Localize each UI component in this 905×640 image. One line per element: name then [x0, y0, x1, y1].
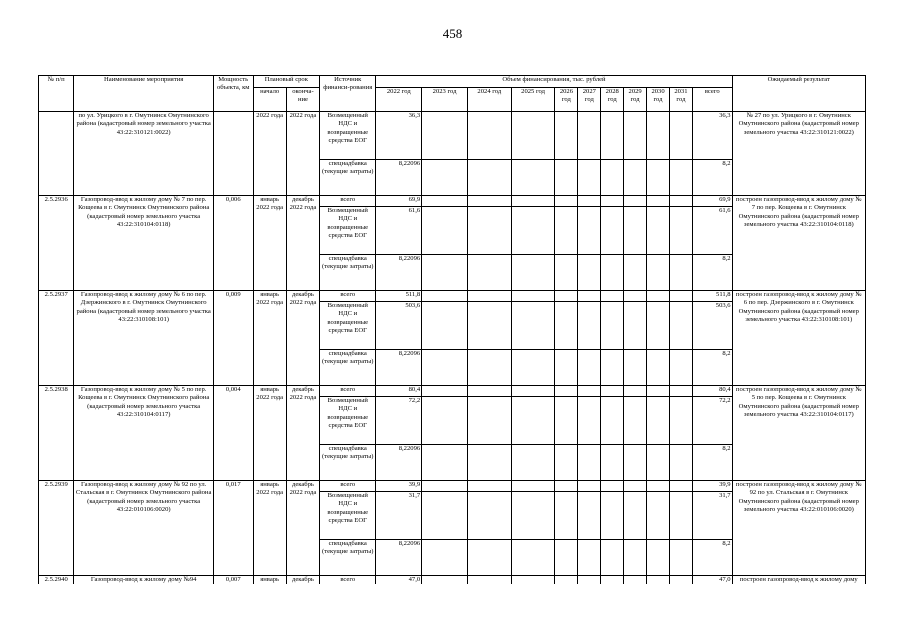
value-empty [422, 492, 468, 540]
value-empty [624, 291, 647, 302]
header-name: Наименование мероприятия [74, 76, 214, 112]
financing-table [38, 75, 866, 587]
value-empty [601, 397, 624, 445]
value-empty [624, 207, 647, 255]
value-empty [601, 196, 624, 207]
value-total: 8,2 [692, 160, 732, 196]
value-empty [669, 397, 692, 445]
value-empty [647, 540, 670, 576]
value-empty [647, 492, 670, 540]
header-year: 2026 год [555, 88, 578, 112]
header-power: Мощность объекта, км [213, 76, 253, 112]
value-empty [669, 445, 692, 481]
value-2022: 511,8 [376, 291, 422, 302]
value-total: 69,9 [692, 196, 732, 207]
value-2022: 8,22096 [376, 350, 422, 386]
value-empty [647, 112, 670, 160]
value-empty [601, 481, 624, 492]
value-total: 39,9 [692, 481, 732, 492]
value-empty [467, 386, 511, 397]
value-empty [601, 492, 624, 540]
value-total: 8,2 [692, 540, 732, 576]
value-empty [555, 160, 578, 196]
header-end: оконча-ние [286, 88, 319, 112]
value-empty [578, 481, 601, 492]
table-row [39, 112, 866, 160]
value-empty [647, 291, 670, 302]
value-empty [669, 492, 692, 540]
value-total: 47,0 [692, 576, 732, 587]
term-start: январь 2022 года [253, 196, 286, 291]
funding-source: Возмещенный НДС и возвращенные средства ЕОГ [320, 112, 376, 160]
header-year: 2022 год [376, 88, 422, 112]
value-empty [511, 196, 555, 207]
value-2022: 503,6 [376, 302, 422, 350]
value-empty [467, 112, 511, 160]
value-empty [511, 386, 555, 397]
value-empty [511, 112, 555, 160]
value-empty [511, 481, 555, 492]
table-row [39, 291, 866, 302]
term-end: декабрь 2022 года [286, 291, 319, 386]
header-year: 2029 год [624, 88, 647, 112]
funding-source: Возмещенный НДС и возвращенные средства ЕОГ [320, 207, 376, 255]
header-year: 2025 год [511, 88, 555, 112]
value-empty [601, 386, 624, 397]
value-empty [467, 445, 511, 481]
object-power: 0,007 [213, 576, 253, 587]
header-year: 2024 год [467, 88, 511, 112]
value-empty [467, 196, 511, 207]
value-total: 8,2 [692, 255, 732, 291]
term-start: январь [253, 576, 286, 587]
value-empty [511, 397, 555, 445]
term-start: январь 2022 года [253, 481, 286, 576]
value-empty [422, 255, 468, 291]
event-name: Газопровод-ввод к жилому дому № 7 по пер. Кощеева в г. Омутнинск Омутнинского района (кадастровый номер земельного участка 43:22:310104:0118) [74, 196, 214, 291]
value-empty [578, 445, 601, 481]
funding-source: спецнадбавка (текущие затраты) [320, 350, 376, 386]
header-result: Ожидаемый результат [732, 76, 865, 112]
value-empty [467, 255, 511, 291]
value-empty [669, 481, 692, 492]
value-empty [647, 481, 670, 492]
value-total: 80,4 [692, 386, 732, 397]
value-empty [669, 540, 692, 576]
value-empty [422, 350, 468, 386]
value-empty [669, 291, 692, 302]
value-total: 503,6 [692, 302, 732, 350]
value-empty [422, 397, 468, 445]
header-year: 2031 год [669, 88, 692, 112]
value-empty [647, 302, 670, 350]
value-empty [511, 540, 555, 576]
object-power: 0,017 [213, 481, 253, 576]
value-empty [422, 112, 468, 160]
expected-result: построен газопровод-ввод к жилому дому № 6 по пер. Дзержинского в г. Омутнинск Омутнинского района (кадастровый номер земельного участка 43:22:310108:101) [732, 291, 865, 386]
value-empty [511, 207, 555, 255]
event-name: по ул. Урицкого в г. Омутнинск Омутнинского района (кадастровый номер земельного участка 43:22:310121:0022) [74, 112, 214, 196]
value-total: 72,2 [692, 397, 732, 445]
page-bottom-margin [0, 584, 905, 640]
funding-source: всего [320, 386, 376, 397]
value-empty [669, 207, 692, 255]
term-end: декабрь [286, 576, 319, 587]
value-total: 31,7 [692, 492, 732, 540]
header-term: Плановый срок [253, 76, 320, 88]
value-empty [555, 540, 578, 576]
value-empty [669, 302, 692, 350]
value-2022: 8,22096 [376, 445, 422, 481]
value-empty [467, 291, 511, 302]
row-number: 2.5.2939 [39, 481, 74, 576]
header-num: № п/п [39, 76, 74, 112]
value-empty [555, 207, 578, 255]
value-empty [669, 196, 692, 207]
value-empty [467, 481, 511, 492]
value-2022: 36,3 [376, 112, 422, 160]
value-empty [511, 160, 555, 196]
value-empty [578, 196, 601, 207]
value-empty [647, 255, 670, 291]
value-empty [601, 160, 624, 196]
value-empty [555, 397, 578, 445]
header-total: всего [692, 88, 732, 112]
header-source: Источник финанси-рования [320, 76, 376, 112]
row-number: 2.5.2940 [39, 576, 74, 587]
value-empty [467, 160, 511, 196]
value-empty [422, 160, 468, 196]
value-empty [555, 481, 578, 492]
value-empty [624, 302, 647, 350]
value-empty [578, 112, 601, 160]
value-empty [578, 160, 601, 196]
value-empty [624, 112, 647, 160]
value-empty [624, 160, 647, 196]
row-number [39, 112, 74, 196]
event-name: Газопровод-ввод к жилому дому №94 [74, 576, 214, 587]
value-empty [555, 255, 578, 291]
object-power: 0,004 [213, 386, 253, 481]
expected-result: построен газопровод-ввод к жилому дому № 92 по ул. Стальская в г. Омутнинск Омутнинского района (кадастровый номер земельного участка 43:22:010106:0020) [732, 481, 865, 576]
value-empty [601, 207, 624, 255]
value-2022: 8,22096 [376, 255, 422, 291]
value-empty [467, 302, 511, 350]
object-power [213, 112, 253, 196]
value-empty [624, 196, 647, 207]
header-year: 2028 год [601, 88, 624, 112]
value-2022: 61,6 [376, 207, 422, 255]
table-row [39, 196, 866, 207]
value-empty [511, 445, 555, 481]
value-empty [578, 302, 601, 350]
value-empty [422, 445, 468, 481]
value-empty [669, 255, 692, 291]
object-power: 0,006 [213, 196, 253, 291]
value-empty [422, 540, 468, 576]
table-row [39, 386, 866, 397]
value-empty [647, 445, 670, 481]
value-empty [555, 112, 578, 160]
value-empty [511, 302, 555, 350]
row-number: 2.5.2936 [39, 196, 74, 291]
value-empty [555, 386, 578, 397]
page-number: 458 [442, 26, 463, 41]
value-empty [647, 196, 670, 207]
value-empty [669, 112, 692, 160]
term-end: декабрь 2022 года [286, 386, 319, 481]
value-empty [555, 291, 578, 302]
funding-source: всего [320, 576, 376, 587]
value-empty [669, 350, 692, 386]
value-empty [578, 255, 601, 291]
table-row [39, 481, 866, 492]
value-empty [578, 207, 601, 255]
funding-source: всего [320, 481, 376, 492]
event-name: Газопровод-ввод к жилому дому № 92 по ул. Стальская в г. Омутнинск Омутнинского района (кадастровый номер земельного участка 43:22:010106:0020) [74, 481, 214, 576]
value-empty [578, 291, 601, 302]
term-start: январь 2022 года [253, 291, 286, 386]
event-name: Газопровод-ввод к жилому дому № 5 по пер. Кощеева в г. Омутнинск Омутнинского района (кадастровый номер земельного участка 43:22:310104:0117) [74, 386, 214, 481]
value-empty [647, 386, 670, 397]
value-empty [578, 386, 601, 397]
value-empty [467, 350, 511, 386]
value-empty [647, 207, 670, 255]
value-total: 36,3 [692, 112, 732, 160]
funding-source: Возмещенный НДС и возвращенные средства ЕОГ [320, 397, 376, 445]
table-header [39, 76, 866, 112]
value-empty [624, 445, 647, 481]
value-empty [467, 207, 511, 255]
value-empty [511, 492, 555, 540]
table-body [39, 112, 866, 587]
term-end: декабрь 2022 года [286, 196, 319, 291]
value-empty [647, 397, 670, 445]
value-empty [624, 481, 647, 492]
expected-result: построен газопровод-ввод к жилому дому [732, 576, 865, 587]
funding-source: Возмещенный НДС и возвращенные средства ЕОГ [320, 302, 376, 350]
value-empty [647, 350, 670, 386]
value-empty [555, 302, 578, 350]
expected-result: № 27 по ул. Урицкого в г. Омутнинск Омутнинского района (кадастровый номер земельного участка 43:22:310121:0022) [732, 112, 865, 196]
value-empty [624, 350, 647, 386]
value-empty [467, 540, 511, 576]
funding-source: всего [320, 291, 376, 302]
value-total: 8,2 [692, 445, 732, 481]
term-start: 2022 года [253, 112, 286, 196]
value-2022: 39,9 [376, 481, 422, 492]
value-empty [601, 350, 624, 386]
value-empty [422, 207, 468, 255]
funding-source: всего [320, 196, 376, 207]
header-year: 2027 год [578, 88, 601, 112]
value-total: 61,6 [692, 207, 732, 255]
expected-result: построен газопровод-ввод к жилому дому № 5 по пер. Кощеева в г. Омутнинск Омутнинского района (кадастровый номер земельного участка 43:22:310104:0117) [732, 386, 865, 481]
header-start: начало [253, 88, 286, 112]
header-year: 2023 год [422, 88, 468, 112]
value-empty [555, 445, 578, 481]
value-empty [578, 540, 601, 576]
value-2022: 72,2 [376, 397, 422, 445]
row-number: 2.5.2937 [39, 291, 74, 386]
row-number: 2.5.2938 [39, 386, 74, 481]
funding-source: спецнадбавка (текущие затраты) [320, 255, 376, 291]
value-empty [511, 291, 555, 302]
value-empty [511, 255, 555, 291]
value-empty [624, 255, 647, 291]
value-empty [422, 196, 468, 207]
value-empty [601, 112, 624, 160]
value-empty [601, 540, 624, 576]
term-start: январь 2022 года [253, 386, 286, 481]
funding-source: спецнадбавка (текущие затраты) [320, 445, 376, 481]
value-2022: 69,9 [376, 196, 422, 207]
value-empty [601, 302, 624, 350]
value-empty [647, 160, 670, 196]
value-empty [422, 291, 468, 302]
value-empty [669, 386, 692, 397]
value-empty [624, 397, 647, 445]
funding-source: Возмещенный НДС и возвращенные средства ЕОГ [320, 492, 376, 540]
value-empty [601, 291, 624, 302]
value-empty [624, 386, 647, 397]
term-end: декабрь 2022 года [286, 481, 319, 576]
funding-source: спецнадбавка (текущие затраты) [320, 160, 376, 196]
value-empty [624, 540, 647, 576]
value-2022: 8,22096 [376, 160, 422, 196]
value-empty [601, 255, 624, 291]
value-empty [624, 492, 647, 540]
value-2022: 31,7 [376, 492, 422, 540]
value-2022: 80,4 [376, 386, 422, 397]
value-empty [422, 302, 468, 350]
header-volume: Объем финансирования, тыс. рублей [376, 76, 732, 88]
value-empty [601, 445, 624, 481]
value-empty [578, 350, 601, 386]
header-year: 2030 год [647, 88, 670, 112]
expected-result: построен газопровод-ввод к жилому дому № 7 по пер. Кощеева в г. Омутнинск Омутнинского района (кадастровый номер земельного участка 43:22:310104:0118) [732, 196, 865, 291]
value-empty [555, 196, 578, 207]
event-name: Газопровод-ввод к жилому дому № 6 по пер. Дзержинского в г. Омутнинск Омутнинского района (кадастровый номер земельного участка 43:22:310108:101) [74, 291, 214, 386]
value-total: 8,2 [692, 350, 732, 386]
value-total: 511,8 [692, 291, 732, 302]
term-end: 2022 года [286, 112, 319, 196]
value-empty [467, 397, 511, 445]
value-empty [511, 350, 555, 386]
funding-source: спецнадбавка (текущие затраты) [320, 540, 376, 576]
value-2022: 47,0 [376, 576, 422, 587]
value-empty [422, 481, 468, 492]
object-power: 0,009 [213, 291, 253, 386]
value-empty [467, 492, 511, 540]
value-empty [422, 386, 468, 397]
value-empty [555, 350, 578, 386]
value-empty [669, 160, 692, 196]
value-2022: 8,22096 [376, 540, 422, 576]
value-empty [578, 492, 601, 540]
value-empty [578, 397, 601, 445]
value-empty [555, 492, 578, 540]
